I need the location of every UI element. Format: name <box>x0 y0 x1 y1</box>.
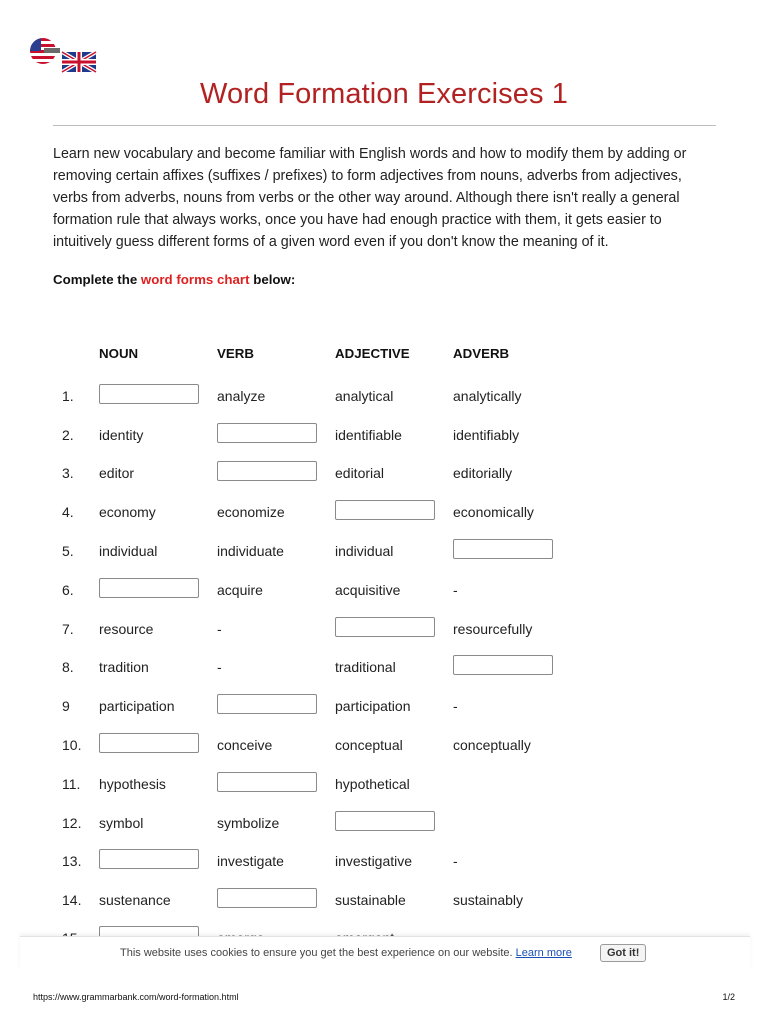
instruction-suffix: below: <box>249 272 296 287</box>
adverb-cell: editorially <box>453 465 513 481</box>
page-title: Word Formation Exercises 1 <box>200 78 568 110</box>
table-row <box>0 423 768 447</box>
cookie-banner <box>20 936 750 970</box>
row-number: 10. <box>62 737 82 753</box>
adverb-cell: economically <box>453 504 534 520</box>
verb-cell: - <box>217 621 222 637</box>
row-number: 8. <box>62 659 74 675</box>
adverb-cell: conceptually <box>453 737 531 753</box>
verb-cell: - <box>217 659 222 675</box>
table-row <box>0 578 768 602</box>
adjective-answer-input[interactable] <box>335 811 435 831</box>
row-number: 3. <box>62 465 74 481</box>
adjective-cell: investigative <box>335 853 413 869</box>
adverb-cell: identifiably <box>453 427 520 443</box>
cookie-message <box>120 947 572 959</box>
intro-paragraph: Learn new vocabulary and become familiar with English words and how to modify them by adding or removing certain affixes (suffixes / prefixes) to form adjectives from nouns, adverbs from adjectives, verbs from adverbs, nouns from verbs or the other way around. Although there isn't really a general formation rule that always works, once you have had enough practice with them, it gets easier to intuitively guess different forms of a given word even if you don't know the meaning of it. <box>53 146 687 250</box>
adjective-cell: identifiable <box>335 427 402 443</box>
table-row <box>0 733 768 757</box>
row-number: 13. <box>62 853 82 869</box>
row-number: 6. <box>62 582 74 598</box>
verb-answer-input[interactable] <box>217 772 317 792</box>
noun-cell: resource <box>99 621 154 637</box>
learn-more-link[interactable]: Learn more <box>515 947 572 959</box>
instruction-text <box>53 272 295 287</box>
table-row <box>0 849 768 873</box>
noun-answer-input[interactable] <box>99 384 199 404</box>
table-row <box>0 461 768 485</box>
noun-cell: editor <box>99 465 135 481</box>
adjective-cell: conceptual <box>335 737 403 753</box>
verb-answer-input[interactable] <box>217 888 317 908</box>
adjective-cell: hypothetical <box>335 776 410 792</box>
noun-cell: sustenance <box>99 892 171 908</box>
row-number: 1. <box>62 388 74 404</box>
noun-cell: economy <box>99 504 156 520</box>
verb-answer-input[interactable] <box>217 423 317 443</box>
adverb-cell: - <box>453 853 458 869</box>
table-row <box>0 539 768 563</box>
adverb-cell: - <box>453 582 458 598</box>
verb-answer-input[interactable] <box>217 461 317 481</box>
verb-cell: individuate <box>217 543 284 559</box>
adjective-cell: participation <box>335 698 411 714</box>
noun-cell: individual <box>99 543 158 559</box>
verb-cell: acquire <box>217 582 263 598</box>
got-it-button[interactable]: Got it! <box>600 944 646 962</box>
cookie-text: This website uses cookies to ensure you get the best experience on our website. <box>120 947 513 959</box>
adjective-answer-input[interactable] <box>335 617 435 637</box>
noun-cell: symbol <box>99 815 144 831</box>
table-row <box>0 811 768 835</box>
adjective-cell: sustainable <box>335 892 406 908</box>
row-number: 5. <box>62 543 74 559</box>
adjective-cell: individual <box>335 543 394 559</box>
row-number: 14. <box>62 892 82 908</box>
column-header-noun: NOUN <box>99 346 139 361</box>
row-number: 2. <box>62 427 74 443</box>
footer-page-number: 1/2 <box>722 992 735 1002</box>
instruction-prefix: Complete the <box>53 272 141 287</box>
verb-cell: symbolize <box>217 815 280 831</box>
table-row <box>0 500 768 524</box>
word-forms-chart-highlight: word forms chart <box>140 272 250 287</box>
adverb-cell: analytically <box>453 388 522 404</box>
adjective-cell: editorial <box>335 465 385 481</box>
row-number: 4. <box>62 504 74 520</box>
noun-answer-input[interactable] <box>99 849 199 869</box>
column-header-adjective: ADJECTIVE <box>335 346 410 361</box>
table-row <box>0 384 768 408</box>
adjective-cell: analytical <box>335 388 394 404</box>
noun-cell: participation <box>99 698 175 714</box>
adjective-answer-input[interactable] <box>335 500 435 520</box>
column-header-adverb: ADVERB <box>453 346 510 361</box>
table-row <box>0 772 768 796</box>
verb-answer-input[interactable] <box>217 694 317 714</box>
verb-cell: conceive <box>217 737 273 753</box>
noun-cell: hypothesis <box>99 776 166 792</box>
row-number: 7. <box>62 621 74 637</box>
adjective-cell: acquisitive <box>335 582 401 598</box>
noun-answer-input[interactable] <box>99 733 199 753</box>
adverb-answer-input[interactable] <box>453 655 553 675</box>
column-header-verb: VERB <box>217 346 254 361</box>
noun-cell: tradition <box>99 659 149 675</box>
table-row <box>0 617 768 641</box>
adverb-cell: sustainably <box>453 892 524 908</box>
noun-cell: identity <box>99 427 144 443</box>
adverb-cell: resourcefully <box>453 621 533 637</box>
uk-flag-icon <box>62 52 96 72</box>
table-row <box>0 694 768 718</box>
row-number: 9 <box>62 698 70 714</box>
row-number: 11. <box>62 776 81 792</box>
table-row <box>0 888 768 912</box>
adverb-answer-input[interactable] <box>453 539 553 559</box>
row-number: 12. <box>62 815 82 831</box>
footer-url: https://www.grammarbank.com/word-formation.html <box>33 992 239 1002</box>
verb-cell: economize <box>217 504 285 520</box>
grammarbank-logo[interactable] <box>26 38 100 76</box>
adjective-cell: traditional <box>335 659 396 675</box>
noun-answer-input[interactable] <box>99 578 199 598</box>
table-row <box>0 655 768 679</box>
title-divider <box>53 125 716 126</box>
verb-cell: analyze <box>217 388 266 404</box>
adverb-cell: - <box>453 698 458 714</box>
verb-cell: investigate <box>217 853 284 869</box>
